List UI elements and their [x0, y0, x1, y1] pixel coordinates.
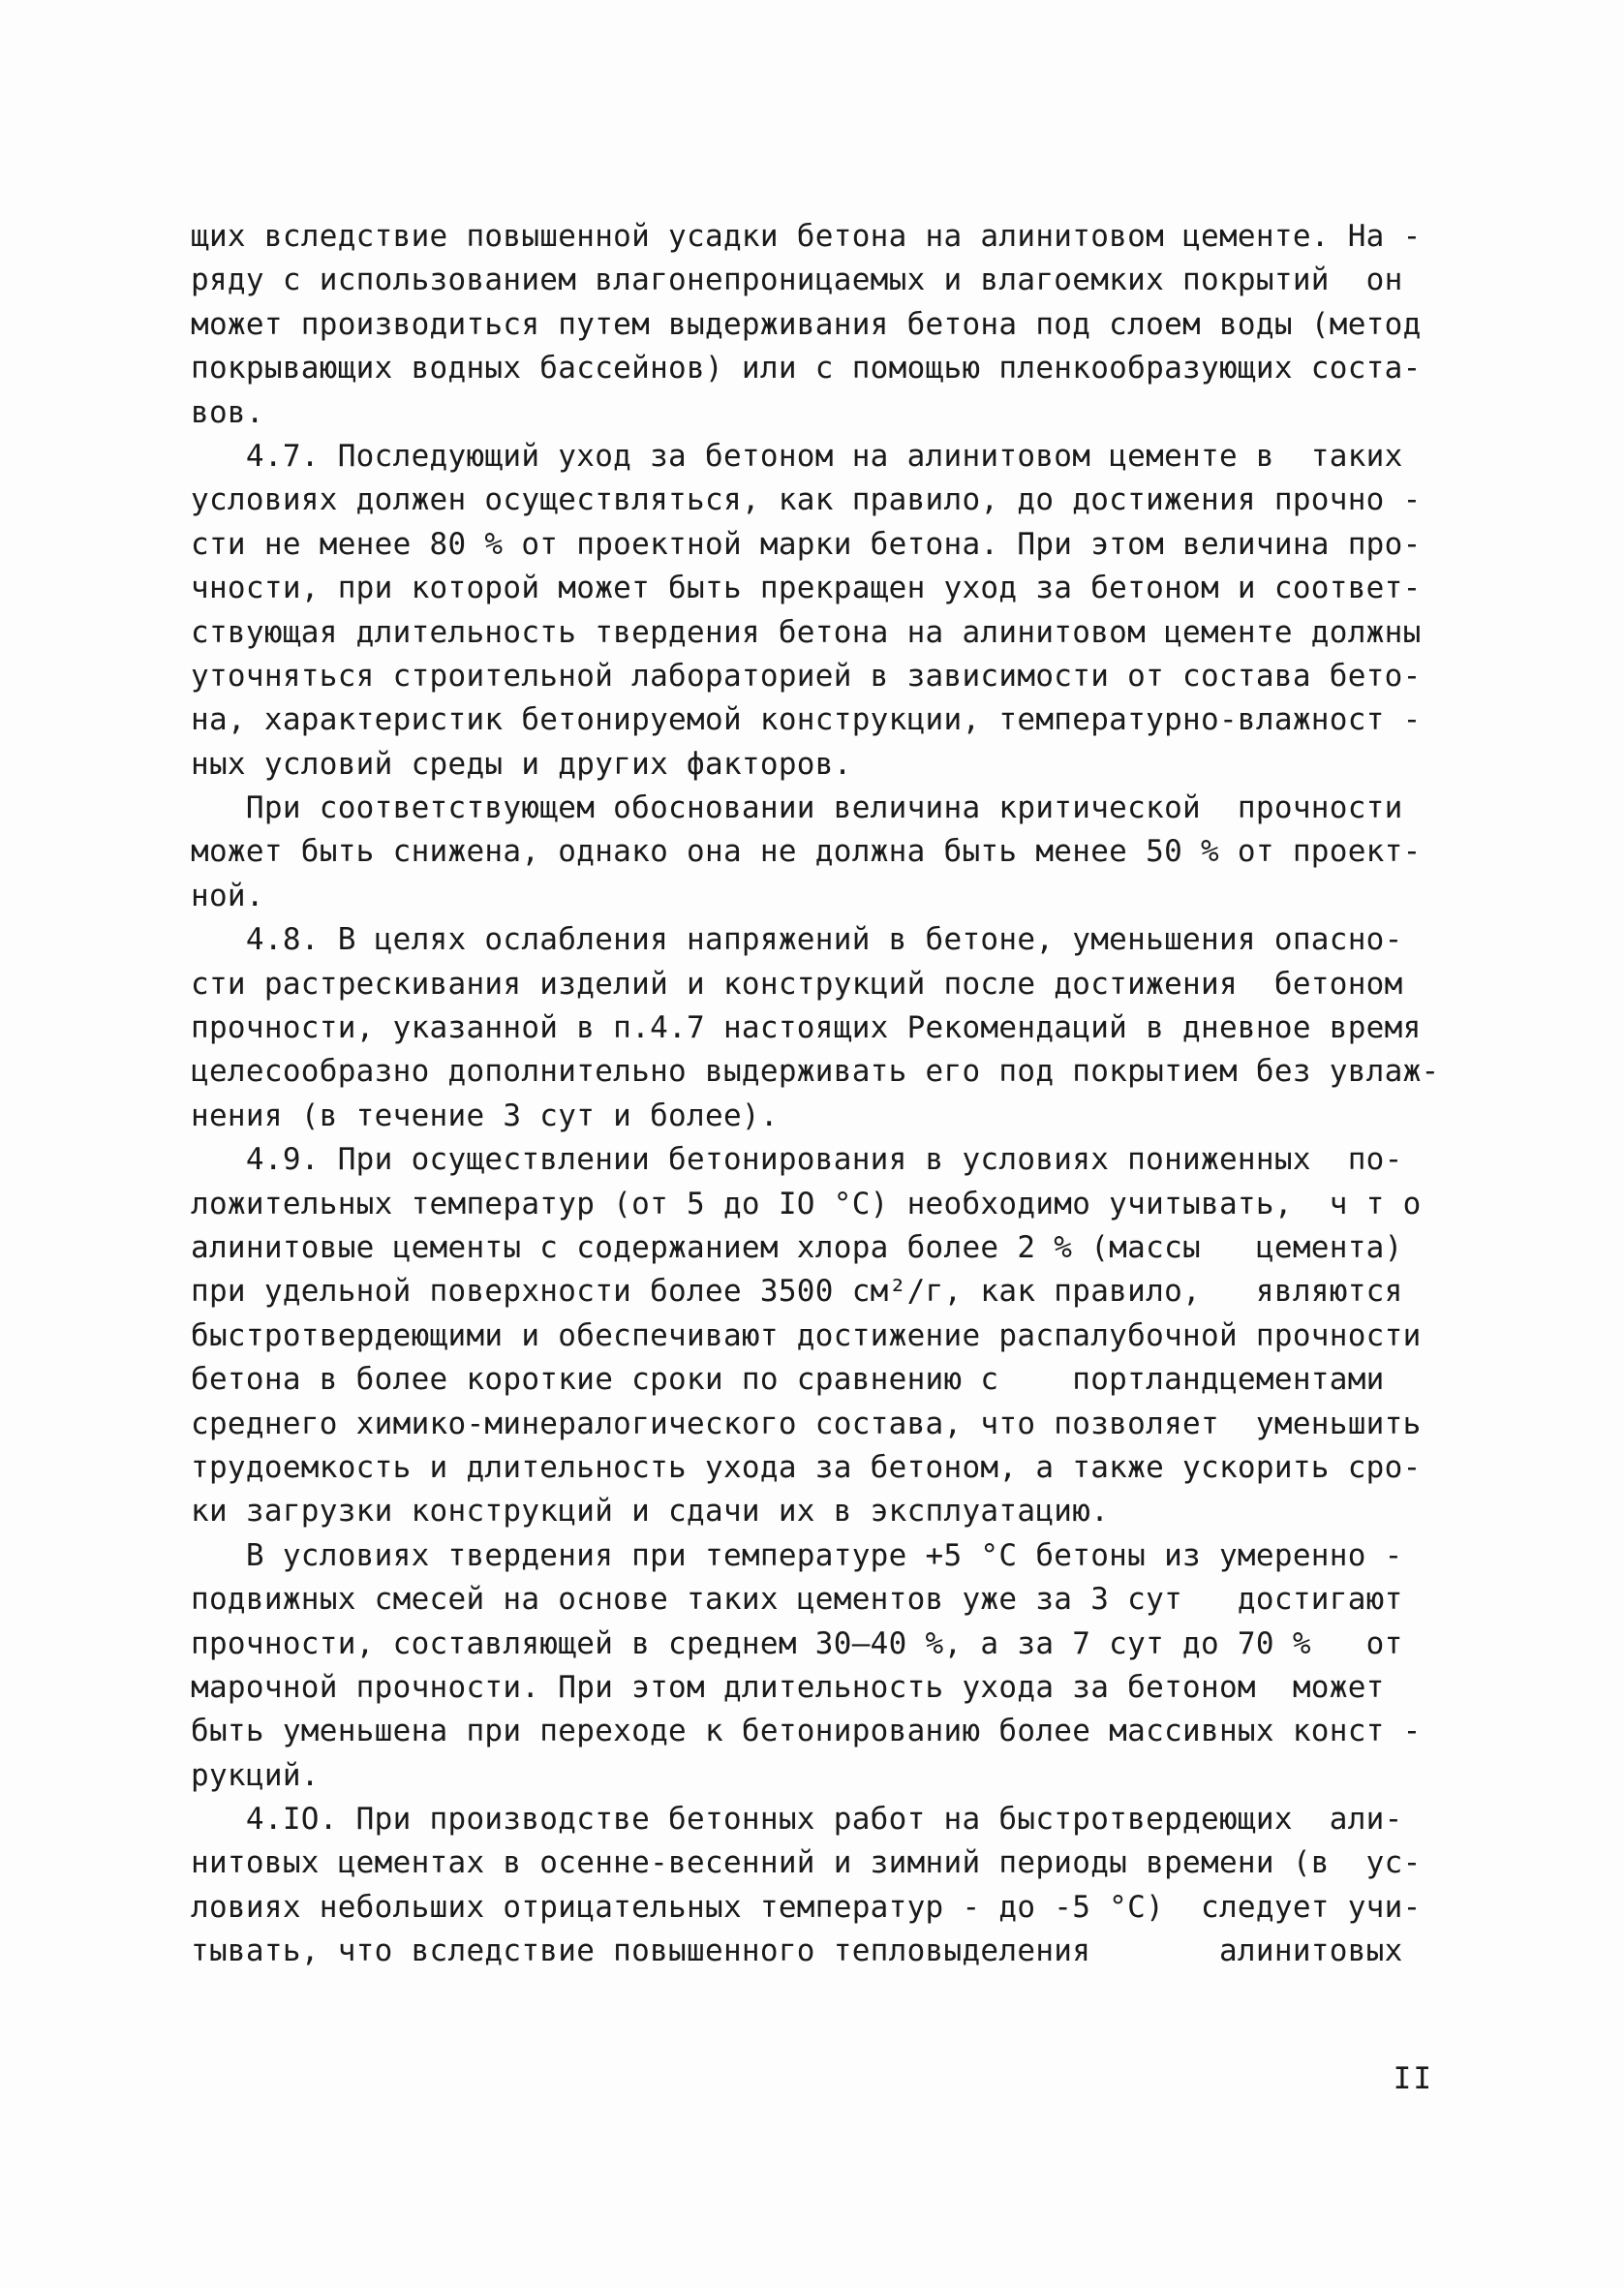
text-line: тывать, что вследствие повышенного тепловыделения алинитовых [191, 1933, 1403, 1969]
text-line: алинитовые цементы с содержанием хлора более 2 % (массы цемента) [191, 1229, 1403, 1265]
text-line: бетона в более короткие сроки по сравнению с портландцементами [191, 1362, 1385, 1398]
text-line: нитовых цементах в осенне-весенний и зимний периоды времени (в ус- [191, 1845, 1422, 1881]
text-line: марочной прочности. При этом длительность ухода за бетоном может [191, 1669, 1385, 1705]
text-line: подвижных смесей на основе таких цементов уже за 3 сут достигают [191, 1582, 1403, 1618]
text-line: ных условий среды и других факторов. [191, 746, 852, 782]
text-line: ложительных температур (от 5 до IO °С) необходимо учитывать, ч т о [191, 1186, 1422, 1221]
text-line: нения (в течение 3 сут и более). [191, 1098, 779, 1133]
section-4-10-line: 4.IO. При производстве бетонных работ на быстротвердеющих али- [191, 1802, 1403, 1838]
text-line: ной. [191, 878, 264, 913]
text-line: рукций. [191, 1757, 320, 1793]
text-line: ки загрузки конструкций и сдачи их в эксплуатацию. [191, 1494, 1110, 1530]
text-line: прочности, указанной в п.4.7 настоящих Рекомендаций в дневное время [191, 1010, 1422, 1046]
text-line: на, характеристик бетонируемой конструкции, температурно-влажност - [191, 702, 1422, 738]
text-line: ловиях небольших отрицательных температур - до -5 °С) следует учи- [191, 1889, 1422, 1925]
text-line: среднего химико-минералогического состава, что позволяет уменьшить [191, 1406, 1422, 1441]
text-line: сти растрескивания изделий и конструкций после достижения бетоном [191, 966, 1403, 1002]
text-line: ствующая длительность твердения бетона на алинитовом цементе должны [191, 614, 1422, 650]
text-line: чности, при которой может быть прекращен уход за бетоном и соответ- [191, 571, 1422, 606]
text-line: щих вследствие повышенной усадки бетона на алинитовом цементе. На - [191, 219, 1422, 254]
text-line: может быть снижена, однако она не должна быть менее 50 % от проект- [191, 834, 1422, 870]
text-line: покрывающих водных бассейнов) или с помощью пленкообразующих соста- [191, 351, 1422, 386]
body-text [191, 215, 1455, 1974]
text-line: быть уменьшена при переходе к бетонированию более массивных конст - [191, 1714, 1422, 1749]
text-line: При соответствующем обосновании величина критической прочности [191, 790, 1403, 826]
text-line: трудоемкость и длительность ухода за бетоном, а также ускорить сро- [191, 1449, 1422, 1485]
text-line: при удельной поверхности более 3500 см²/г, как правило, являются [191, 1274, 1403, 1310]
section-4-9-line: 4.9. При осуществлении бетонирования в условиях пониженных по- [191, 1142, 1403, 1178]
text-line: вов. [191, 394, 264, 430]
section-4-8-line: 4.8. В целях ослабления напряжений в бетоне, уменьшения опасно- [191, 922, 1403, 958]
text-line: условиях должен осуществляться, как правило, до достижения прочно - [191, 482, 1422, 518]
text-line: ряду с использованием влагонепроницаемых и влагоемких покрытий он [191, 263, 1403, 298]
text-line: В условиях твердения при температуре +5 °С бетоны из умеренно - [191, 1537, 1403, 1573]
text-line: уточняться строительной лабораторией в зависимости от состава бето- [191, 658, 1422, 694]
text-line: быстротвердеющими и обеспечивают достижение распалубочной прочности [191, 1317, 1422, 1353]
text-line: может производиться путем выдерживания бетона под слоем воды (метод [191, 306, 1422, 342]
text-line: сти не менее 80 % от проектной марки бетона. При этом величина про- [191, 526, 1422, 562]
text-line: целесообразно дополнительно выдерживать его под покрытием без увлаж- [191, 1054, 1440, 1090]
page-number: II [1393, 2061, 1433, 2096]
section-4-7-line: 4.7. Последующий уход за бетоном на алинитовом цементе в таких [191, 438, 1403, 474]
text-line: прочности, составляющей в среднем 30–40 %, а за 7 сут до 70 % от [191, 1625, 1403, 1661]
